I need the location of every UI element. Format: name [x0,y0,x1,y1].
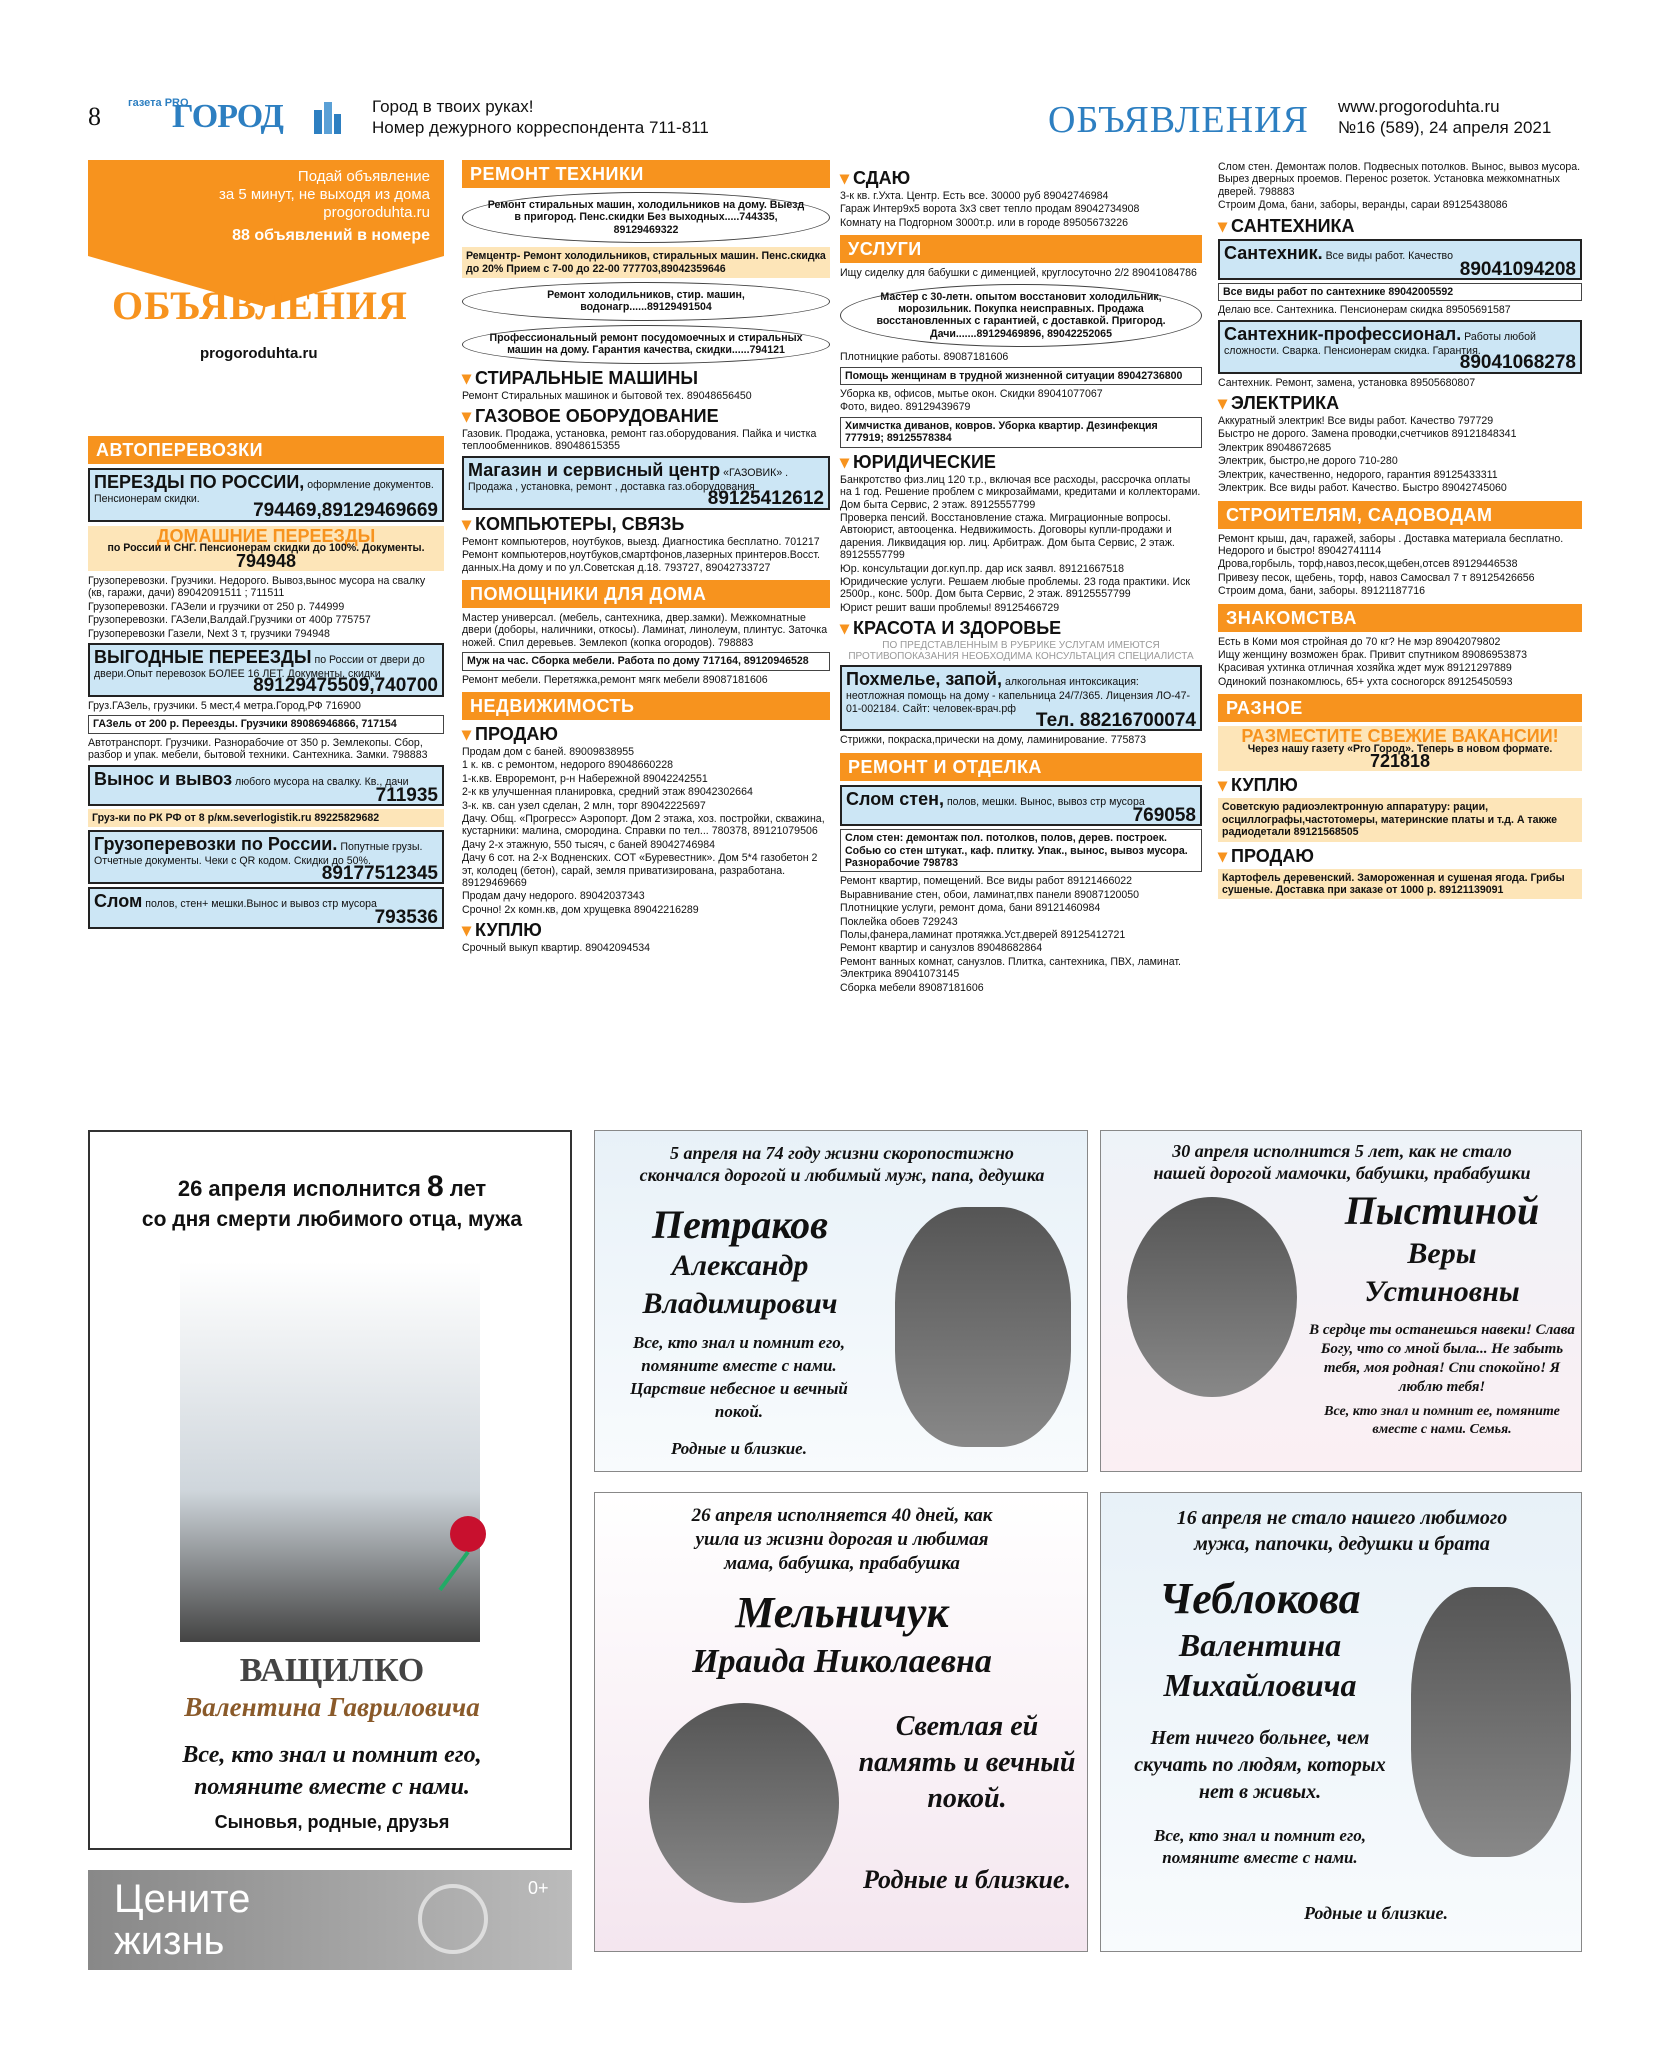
memorial-name: Валентина Гавриловича [184,1692,480,1722]
column-4 [1218,160,1582,902]
ad-box[interactable]: Магазин и сервисный центр «ГАЗОВИК» . Продажа , установка, ремонт , доставка газ.оборудования 89125412612 [462,456,830,510]
ad-item: Продам дом с баней. 89009838955 [462,745,635,758]
ad-item: Грузоперевозки. ГАЗели,Валдай.Грузчики от 400р 775757 [88,614,371,627]
ad-highlight[interactable]: Груз-ки по РК РФ от 8 р/км.severlogistik.ru 89225829682 [88,809,444,827]
memorial-name-1: Валентина [1178,1627,1342,1663]
memorial-verse-2: Все, кто знал и помнит ее, помяните вместе с нами. Семья. [1324,1404,1560,1437]
ad-item: Стрижки, покраска,прически на дому, ламинирование. 775873 [840,734,1147,747]
city-icon [310,98,344,138]
memorial-top-1: 5 апреля на 74 году жизни скоропостижно [670,1143,1014,1163]
ad-item: Ремонт ванных комнат, санузлов. Плитка, сантехника, ПВХ, ламинат. Электрика 89041073145 [840,955,1181,981]
memorial-top-1: 26 апреля исполняется 40 дней, как [691,1505,993,1526]
ad-item: Ремонт квартир и санузлов 89048682864 [840,942,1043,955]
rubric-autoperevozki: АВТОПЕРЕВОЗКИ [88,436,444,464]
ad-item: Грузоперевозки Газели, Next 3 т, грузчики 794948 [88,627,330,640]
memorial-surname: Чеблокова [1159,1574,1361,1623]
ad-item: Строим Дома, бани, заборы, веранды, сараи 89125438086 [1218,199,1508,212]
ad-item: Юридические услуги. Решаем любые проблемы. 23 года практики. Иск 2500р., конс. 500р. Дом быта Сервис, 2 этаж. 89125557799 [840,575,1191,601]
memorial-surname: ВАЩИЛКО [239,1652,425,1689]
ad-oval[interactable]: Профессиональный ремонт посудомоечных и стиральных машин на дому. Гарантия качества, скидки......794121 [462,325,830,364]
memorial-verse: Все, кто знал и помнит его, помяните вместе с нами. Царствие небесное и вечный покой. [630,1333,848,1421]
ad-item: 1-к.кв. Евроремонт, р-н Набережной 89042242551 [462,772,708,785]
memorial-verse: Нет ничего больнее, чем скучать по людям, которых нет в живых. [1134,1727,1386,1803]
ad-item: Дрова,горбыль, торф,навоз,песок,щебен,отсев 89129446538 [1218,558,1518,571]
ad-item: Срочно! 2х комн.кв, дом хрущевка 89042216289 [462,903,699,916]
memorial-top-2: мужа, папочки, дедушки и брата [1194,1533,1490,1555]
ad-item: Полы,фанера,ламинат протяжка.Уст.дверей 89125412721 [840,929,1126,942]
tagline-1: Город в твоих руках! [372,97,534,116]
subrubric: ▾ КУПЛЮ [462,920,830,940]
ad-item: Грузоперевозки. ГАЗели и грузчики от 250 р. 744999 [88,600,345,613]
newspaper-logo[interactable] [128,98,298,138]
ad-item: Поклейка обоев 729243 [840,915,958,928]
ad-item: Дачу 6 сот. на 2-х Водненских. СОТ «Буревестник». Дом 5*4 газобетон 2 эт, колодец (бетон), сарай, земля приватизирована, разработана. 89129469669 [462,852,818,889]
section-title: ОБЪЯВЛЕНИЯ [1048,99,1309,141]
ad-item: Электрик, качественно, недорого, гарантия 89125433311 [1218,468,1498,481]
page-number: 8 [88,102,101,131]
portrait-photo [895,1207,1071,1447]
ad-framed[interactable]: ГАЗель от 200 р. Переезды. Грузчики 89086946866, 717154 [88,715,444,733]
ad-item: Ремонт мебели. Перетяжка,ремонт мягк мебели 89087181606 [462,673,768,686]
ad-item: Выравнивание стен, обои, ламинат,пвх панели 89087120050 [840,888,1140,901]
rose-icon [420,1512,500,1597]
rubric-nedvizhimost: НЕДВИЖИМОСТЬ [462,692,830,720]
memorial-verse: Светлая ей память и вечный покой. [858,1711,1076,1814]
memorial-verse-2: Все, кто знал и помнит его, помяните вместе с нами. [1154,1826,1366,1867]
subrubric: ▾ ГАЗОВОЕ ОБОРУДОВАНИЕ [462,406,830,426]
ad-vacancies[interactable]: РАЗМЕСТИТЕ СВЕЖИЕ ВАКАНСИИ! Через нашу газету «Pro Город». Теперь в новом формате. 721818 [1218,726,1582,771]
ad-item: Гараж Интер9х5 ворота 3х3 свет тепло продам 89042734908 [840,203,1140,216]
memorial-from: Родные и близкие. [863,1865,1071,1894]
subrubric: ▾ СТИРАЛЬНЫЕ МАШИНЫ [462,368,830,388]
banner-tsenite-zhizn[interactable] [88,1870,572,1970]
ad-framed[interactable]: Все виды работ по сантехнике 89042005592 [1218,283,1582,301]
ad-item: Автотранспорт. Грузчики. Разнорабочие от 350 р. Землекопы. Сбор, разбор и упак. мебели, бытовой техники. Сантехника. Замки. 798883 [88,736,428,762]
ad-item: Одинокий познакомлюсь, 65+ ухта сосногорск 89125450593 [1218,675,1513,688]
promo-count: 88 объявлений в номере [232,227,430,244]
ad-item: Фото, видео. 89129439679 [840,401,971,414]
memorial-top-2: скончался дорогой и любимый муж, папа, дедушка [639,1165,1045,1185]
memorial-verse: В сердце ты останешься навеки! Слава Богу, что со мной была... Не забыть тебя, моя родная! Спи спокойно! Я люблю тебя! [1309,1322,1575,1395]
ad-highlight[interactable]: Картофель деревенский. Замороженная и сушеная ягода. Грибы сушеные. Доставка при заказе от 1000 р. 89121139091 [1218,869,1582,900]
ad-item: Дачу 2-х этажную, 550 тысяч, с баней 89042746984 [462,838,716,851]
promo-block[interactable] [88,160,444,430]
memorial-surname: Мельничук [735,1588,949,1637]
ad-item: Мастер универсал. (мебель, сантехника, двер.замки). Межкомнатные двери (доборы, наличники, откосы). Ламинат, линолеум, плинтус. Заточка ножей. Спил деревьев. Землекоп (копка огородов). 798883 [462,611,828,649]
ad-item: Ищу сиделку для бабушки с дименцией, круглосуточно 2/2 89041084786 [840,267,1197,280]
memorial-date: 26 апреля исполнится 8 лет [177,1170,487,1203]
tagline-2: Номер дежурного корреспондента 711-811 [372,118,709,137]
promo-site[interactable]: progoroduhta.ru [200,345,318,362]
subrubric: ▾ ЭЛЕКТРИКА [1218,393,1582,413]
ad-item: Комнату на Подгорном 3000т.р. или в городе 89505673226 [840,216,1128,229]
ad-item: 3-к кв. г.Ухта. Центр. Есть все. 30000 руб 89042746984 [840,190,1109,202]
memorial-verse-2: помяните вместе с нами. [194,1774,470,1800]
ad-box[interactable]: Сантехник-профессионал. Работы любой сложности. Сварка. Пенсионерам скидка. Гарантия. 89041068278 [1218,320,1582,374]
ad-item: Быстро не дорого. Замена проводки,счетчиков 89121848341 [1218,428,1517,441]
ad-item: Срочный выкуп квартир. 89042094534 [462,942,651,955]
ad-framed[interactable]: Слом стен: демонтаж пол. потолков, полов, дерев. построек. Собью со стен штукат., каф. плитку. Упак., вынос, вывоз мусора. Разнорабочие 798783 [840,829,1202,872]
ad-highlight[interactable]: Советскую радиоэлектронную аппаратуру: рации, осциллографы,частотомеры, материнские платы и т.д. А также радиодетали 89121568505 [1218,798,1582,841]
rubric-raznoe: РАЗНОЕ [1218,694,1582,722]
portrait-photo [1411,1587,1571,1857]
memorial-top-2: нашей дорогой мамочки, бабушки, прабабушки [1153,1163,1531,1183]
age-badge: 0+ [528,1878,549,1898]
ad-item: Делаю все. Сантехника. Пенсионерам скидка 89505691587 [1218,304,1511,317]
memorial-subtitle: со дня смерти любимого отца, мужа [141,1208,523,1231]
memorial-surname: Петраков [651,1202,829,1247]
column-1 [88,160,444,932]
logo-gorod-text: ГОРОД [172,98,283,135]
ad-item: Уборка кв, офисов, мытье окон. Скидки 89041077067 [840,388,1103,401]
memorial-vashchilko [88,1130,572,1850]
ad-item: Строим дома, бани, заборы. 89121187716 [1218,585,1426,598]
ad-item: Ремонт крыш, дач, гаражей, заборы . Доставка материала бесплатно. Недорого и быстро! 89042741114 [1218,532,1564,557]
ad-item: Дачу. Общ. «Прогресс» Аэропорт. Дом 2 этажа, хоз. постройки, скважина, кустарники: малина, смородина. Справки по тел... 780378, 89121079506 [462,812,825,838]
logo-pro-text: газета PRO [128,97,189,109]
ad-oval[interactable]: Ремонт холодильников, стир. машин, водонагр......89129491504 [462,282,830,321]
memorial-pystina [1100,1130,1582,1472]
portrait-photo [649,1703,839,1903]
ad-item: 2-к кв улучшенная планировка, средний этаж 89042302664 [462,786,753,799]
ad-item: Груз.ГАЗель, грузчики. 5 мест,4 метра.Город,РФ 716900 [88,699,361,712]
ad-oval[interactable]: Ремонт стиральных машин, холодильников на дому. Выезд в пригород. Пенс.скидки Без выходных.....744335, 89129469322 [462,192,830,243]
ad-item: Плотницкие услуги, ремонт дома, бани 89121460984 [840,902,1101,915]
subrubric: ▾ КУПЛЮ [1218,775,1582,795]
column-2 [462,160,830,956]
ad-item: Электрик. Все виды работ. Качество. Быстро 89042745060 [1218,482,1507,495]
subrubric: ▾ ЮРИДИЧЕСКИЕ [840,452,1202,472]
ad-item: Проверка пенсий. Восстановление стажа. Миграционные вопросы. Автоюрист, автооценка. Недвижимость. Договоры купли-продажи и дарения. Ликвидация юр. лиц. Арбитраж. Дом быта Сервис, 2 этаж. 89125557799 [840,511,1175,562]
ad-domashnie-pereezdy[interactable]: ДОМАШНИЕ ПЕРЕЕЗДЫ по России и СНГ. Пенсионерам скидки до 100%. Документы. 794948 [88,526,444,571]
memorial-name-2: Устиновны [1364,1275,1520,1308]
clock-icon [418,1884,488,1954]
ad-framed[interactable]: Муж на час. Сборка мебели. Работа по дому 717164, 89120946528 [462,652,830,670]
rubric-stroitelyam: СТРОИТЕЛЯМ, САДОВОДАМ [1218,501,1582,529]
memorial-top-3: мама, бабушка, прабабушка [724,1553,960,1574]
memorial-verse-1: Все, кто знал и помнит его, [182,1742,482,1768]
warning-text: ПО ПРЕДСТАВЛЕННЫМ В РУБРИКЕ УСЛУГАМ ИМЕЮТСЯ ПРОТИВОПОКАЗАНИЯ НЕОБХОДИМА КОНСУЛЬТАЦИЯ СПЕЦИАЛИСТА [848,640,1194,663]
memorial-melnichuk [594,1492,1088,1952]
ad-box[interactable]: Грузоперевозки по России. Попутные грузы. Отчетные документы. Чеки с QR кодом. Скидки до 50%. 89177512345 [88,830,444,884]
rubric-uslugi: УСЛУГИ [840,235,1202,263]
portrait-photo [1127,1197,1297,1397]
banner-text: Цените жизнь [114,1877,251,1963]
ad-item: Ремонт компьютеров, ноутбуков, выезд. Диагностика бесплатно. 701217 [462,535,820,548]
memorial-top-2: ушла из жизни дорогая и любимая [695,1529,989,1550]
ad-item: Сантехник. Ремонт, замена, установка 89505680807 [1218,376,1476,389]
ad-item: Продам дачу недорого. 89042037343 [462,890,645,903]
header-tagline [372,96,709,138]
promo-title: ОБЪЯВЛЕНИЯ [112,283,408,328]
ad-item: Грузоперевозки. Грузчики. Недорого. Вывоз,вынос мусора на свалку (кв, гаражи, дачи) 89042091511 ; 711511 [88,575,426,600]
memorial-name-1: Веры [1407,1237,1477,1270]
memorial-top-1: 16 апреля не стало нашего любимого [1176,1507,1508,1529]
subrubric: ▾ СДАЮ [840,168,1202,188]
ad-box[interactable]: Слом стен, полов, мешки. Вынос, вывоз стр мусора 769058 [840,785,1202,826]
ad-item: Ремонт компьютеров,ноутбуков,смартфонов,лазерных принтеров.Восст. данных.На дому и по ул.Советская д.18. 793727, 89042733727 [462,549,820,574]
ad-box[interactable]: Сантехник. Все виды работ. Качество 89041094208 [1218,239,1582,280]
column-3 [840,160,1202,995]
ad-item: Электрик, быстро,не дорого 710-280 [1218,455,1398,468]
site-link[interactable]: www.progoroduhta.ru [1338,97,1500,116]
issue-date: №16 (589), 24 апреля 2021 [1338,118,1552,137]
ad-box[interactable]: Вынос и вывоз любого мусора на свалку. Кв., дачи 711935 [88,765,444,806]
ad-item: Сборка мебели 89087181606 [840,981,984,994]
memorial-from: Сыновья, родные, друзья [214,1812,450,1832]
memorial-surname: Пыстиной [1344,1188,1540,1233]
ad-item: Электрик 89048672685 [1218,441,1332,454]
ad-box[interactable]: ПЕРЕЗДЫ ПО РОССИИ, оформление документов. Пенсионерам скидки. 794469,89129469669 [88,468,444,522]
subrubric: ▾ ПРОДАЮ [1218,846,1582,866]
ad-item: Ремонт Стиральных машинок и бытовой тех. 89048656450 [462,389,752,402]
ad-item: Юрист решит ваши проблемы! 89125466729 [840,601,1060,614]
memorial-petrakov [594,1130,1088,1472]
ad-item: 1 к. кв. с ремонтом, недорого 89048660228 [462,759,673,772]
rubric-remont-otdelka: РЕМОНТ И ОТДЕЛКА [840,753,1202,781]
ad-item: 3-к. кв. сан узел сделан, 2 млн, торг 89042225697 [462,799,706,812]
memorial-name-1: Александр [671,1249,809,1282]
ad-item: Привезу песок, щебень, торф, навоз Самосвал 7 т 89125426656 [1218,571,1535,584]
ad-item: Есть в Коми моя стройная до 70 кг? Не мэр 89042079802 [1218,635,1501,648]
memorial-from: Родные и близкие. [671,1439,807,1458]
rubric-znakomstva: ЗНАКОМСТВА [1218,604,1582,632]
ad-framed[interactable]: Химчистка диванов, ковров. Уборка квартир. Дезинфекция 777919; 89125578384 [840,417,1202,448]
memorial-name-2: Михайловича [1163,1667,1357,1703]
ad-box[interactable]: Слом полов, стен+ мешки.Вынос и вывоз стр мусора 793536 [88,887,444,928]
header-issue-info [1338,96,1551,138]
memorial-name: Ираида Николаевна [692,1643,992,1680]
ad-oval[interactable]: Мастер с 30-летн. опытом восстановит холодильник, морозильник. Покупка неисправных. Продажа восстановленных с гарантией, с доставкой. Пригород. Дачи.......89129469896, 89042252065 [840,284,1202,348]
ad-item: Газовик. Продажа, установка, ремонт газ.оборудования. Пайка и чистка теплообменников. 89048615355 [462,428,817,453]
ad-framed[interactable]: Помощь женщинам в трудной жизненной ситуации 89042736800 [840,367,1202,385]
subrubric: ▾ ПРОДАЮ [462,724,830,744]
promo-text: Подай объявление за 5 минут, не выходя из дома progoroduhta.ru [218,168,430,221]
ad-item: Юр. консультации дог.куп.пр. дар иск заявл. 89121667518 [840,562,1124,575]
memorial-from: Родные и близкие. [1304,1903,1448,1923]
ad-box[interactable]: ВЫГОДНЫЕ ПЕРЕЕЗДЫ по России от двери до двери.Опыт перевозок БОЛЕЕ 16 ЛЕТ. Документы, скидки 89129475509,740700 [88,643,444,697]
ad-item: Банкротство физ.лиц 120 т.р., включая все расходы, рассрочка оплаты на 1 год. Решение проблем с микрозаймами, кредитами и коллекторами. Дом быта Сервис, 2 этаж. 89125557799 [840,473,1201,511]
subrubric: ▾ КРАСОТА И ЗДОРОВЬЕ [840,618,1202,638]
ad-item: Ремонт квартир, помещений. Все виды работ 89121466022 [840,875,1133,888]
ad-box[interactable]: Похмелье, запой, алкогольная интоксикация: неотложная помощь на дому - капельница 24/7/365. Лицензия ЛО-47-01-002184. Сайт: человек-врач.рф Тел. 88216700074 [840,665,1202,731]
ad-item: Аккуратный электрик! Все виды работ. Качество 797729 [1218,415,1494,428]
ad-item: Слом стен. Демонтаж полов. Подвесных потолков. Вынос, вывоз мусора. Вырез дверных проемов. Перенос розеток. Установка межкомнатных дверей. 798883 [1218,161,1581,198]
ad-item: Ищу женщину возможен брак. Привит спутником 89086953873 [1218,648,1527,661]
memorial-cheblokov [1100,1492,1582,1952]
subrubric: ▾ КОМПЬЮТЕРЫ, СВЯЗЬ [462,514,830,534]
memorial-name-2: Владимирович [642,1287,838,1320]
subrubric: ▾ САНТЕХНИКА [1218,216,1582,236]
memorial-top-1: 30 апреля исполнится 5 лет, как не стало [1172,1141,1512,1161]
ad-highlight[interactable]: Ремцентр- Ремонт холодильников, стиральных машин. Пенс.скидка до 20% Прием с 7-00 до 22-00 777703,89042359646 [462,247,830,278]
rubric-pomoshchniki: ПОМОЩНИКИ ДЛЯ ДОМА [462,580,830,608]
ad-item: Красивая ухтинка отличная хозяйка ждет муж 89121297889 [1218,662,1512,675]
rubric-remont-tekhniki: РЕМОНТ ТЕХНИКИ [462,160,830,188]
ad-item: Плотницкие работы. 89087181606 [840,351,1009,364]
